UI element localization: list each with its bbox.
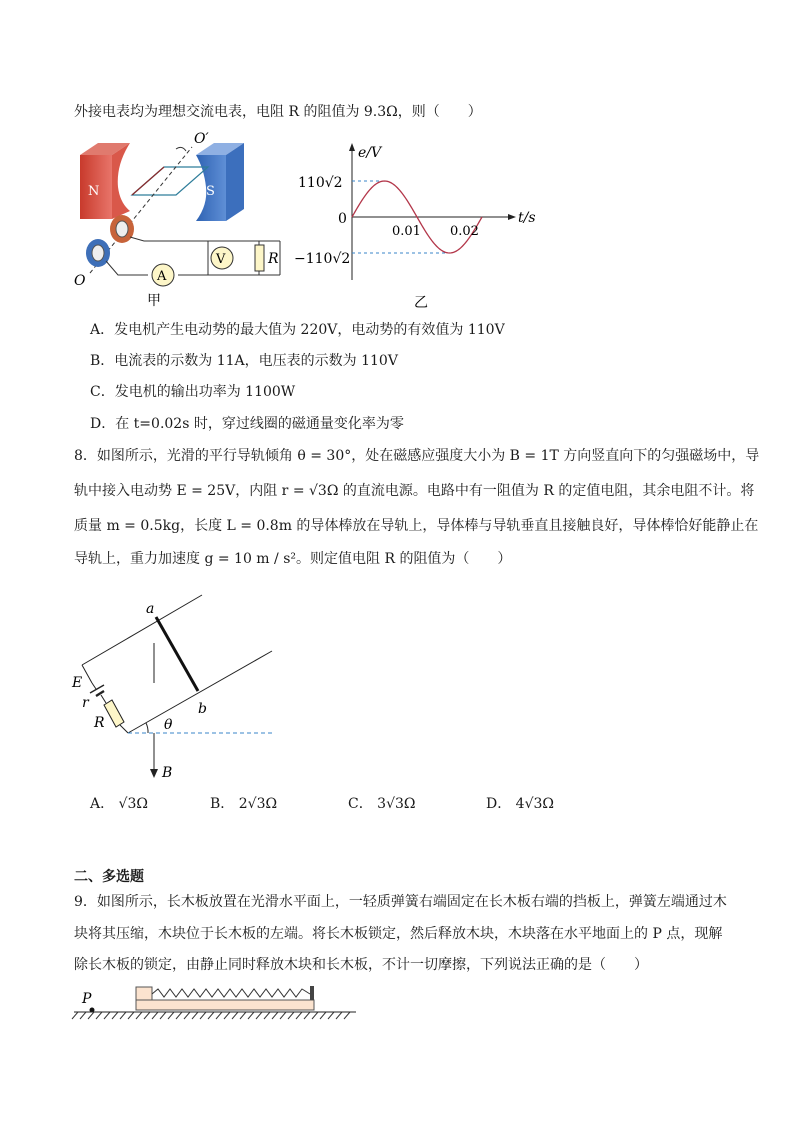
hatch-mark — [136, 1012, 142, 1019]
hatch-mark — [304, 1012, 310, 1019]
hatch-mark — [336, 1012, 342, 1019]
long-board — [136, 1000, 314, 1010]
hatch-mark — [88, 1012, 94, 1019]
hatch-mark — [232, 1012, 238, 1019]
label-R: R — [268, 251, 279, 267]
hatch-mark — [80, 1012, 86, 1019]
board-spring-figure — [72, 986, 362, 1026]
label-S: S — [206, 184, 215, 199]
q8-choice-a[interactable]: A． √3Ω — [90, 796, 148, 812]
hatch-mark — [280, 1012, 286, 1019]
q8-choice-b[interactable]: B． 2√3Ω — [210, 796, 278, 812]
hatch-mark — [176, 1012, 182, 1019]
ground-hatching — [72, 1012, 350, 1019]
slip-rings — [86, 215, 134, 267]
hatch-mark — [344, 1012, 350, 1019]
hatch-mark — [256, 1012, 262, 1019]
hatch-mark — [184, 1012, 190, 1019]
coil — [132, 167, 208, 195]
label-N: N — [88, 184, 100, 199]
hatch-mark — [120, 1012, 126, 1019]
label-a: a — [146, 601, 155, 617]
hatch-mark — [72, 1012, 78, 1019]
q8-stem-line-2: 轨中接入电动势 E = 25V，内阻 r = √3Ω 的直流电源。电路中有一阻值为 R 的定值电阻，其余电阻不计。将 — [74, 483, 755, 499]
label-b: b — [198, 701, 207, 717]
label-theta: θ — [164, 717, 173, 733]
hatch-mark — [288, 1012, 294, 1019]
q7-option-a[interactable]: A．发电机产生电动势的最大值为 220V，电动势的有效值为 110V — [90, 322, 505, 338]
q8-choice-d[interactable]: D． 4√3Ω — [486, 796, 555, 812]
hatch-mark — [312, 1012, 318, 1019]
x-axis-label: t/s — [518, 210, 536, 226]
hatch-mark — [128, 1012, 134, 1019]
inclined-rails-figure — [68, 595, 288, 785]
q7-stem-tail: 外接电表均为理想交流电表，电阻 R 的阻值为 9.3Ω，则（ ） — [74, 104, 482, 120]
hatch-mark — [320, 1012, 326, 1019]
q8-choice-c[interactable]: C． 3√3Ω — [348, 796, 416, 812]
hatch-mark — [264, 1012, 270, 1019]
hatch-mark — [272, 1012, 278, 1019]
voltmeter — [211, 247, 233, 269]
hatch-mark — [224, 1012, 230, 1019]
end-baffle — [310, 986, 314, 1000]
x-tick-0.01: 0.01 — [392, 224, 421, 239]
y-axis-label: e/V — [358, 145, 382, 161]
hatch-mark — [144, 1012, 150, 1019]
hatch-mark — [112, 1012, 118, 1019]
ymin-tick-label: −110√2 — [294, 251, 351, 267]
q9-stem-line-1: 9．如图所示，长木板放置在光滑水平面上，一轻质弹簧右端固定在长木板右端的挡板上，弹簧左端通过木 — [74, 894, 727, 910]
rail-left-end — [82, 665, 92, 683]
label-O-prime: O′ — [194, 131, 209, 147]
q9-stem-line-2: 块将其压缩，木块位于长木板的左端。将长木板锁定，然后释放木块，木块落在水平地面上的 P 点，现解 — [74, 926, 723, 942]
q7-option-d[interactable]: D．在 t=0.02s 时，穿过线圈的磁通量变化率为零 — [90, 416, 404, 432]
q8-stem-line-3: 质量 m = 0.5kg，长度 L = 0.8m 的导体棒放在导轨上，导体棒与导轨垂直且接触良好，导体棒恰好能静止在 — [74, 518, 759, 534]
ymax-tick-label: 110√2 — [298, 175, 343, 191]
label-P: P — [82, 991, 92, 1007]
hatch-mark — [160, 1012, 166, 1019]
q8-stem-line-1: 8．如图所示，光滑的平行导轨倾角 θ = 30°，处在磁感应强度大小为 B = 1T 方向竖直向下的匀强磁场中，导 — [74, 448, 760, 464]
spring — [152, 989, 310, 997]
label-A: A — [157, 269, 167, 284]
battery-plate-short — [96, 691, 104, 696]
rail-upper — [82, 595, 202, 665]
hatch-mark — [200, 1012, 206, 1019]
hatch-mark — [296, 1012, 302, 1019]
section-heading-multiple-choice: 二、多选题 — [74, 869, 144, 885]
s-pole-magnet — [196, 143, 244, 221]
label-O: O — [74, 273, 86, 289]
label-B-field: B — [162, 765, 173, 781]
origin-label: 0 — [338, 211, 347, 227]
hatch-mark — [240, 1012, 246, 1019]
label-E: E — [72, 675, 83, 691]
fixed-resistor — [104, 700, 124, 727]
caption-yi: 乙 — [414, 295, 428, 311]
emf-time-graph — [294, 135, 540, 315]
hatch-mark — [152, 1012, 158, 1019]
wood-block — [136, 987, 152, 1000]
hatch-mark — [104, 1012, 110, 1019]
q9-stem-line-3: 除长木板的锁定，由静止同时释放木块和长木板，不计一切摩擦，下列说法正确的是（ ） — [74, 957, 648, 973]
hatch-mark — [168, 1012, 174, 1019]
q7-option-c[interactable]: C．发电机的输出功率为 1100W — [90, 384, 296, 400]
hatch-mark — [208, 1012, 214, 1019]
hatch-mark — [216, 1012, 222, 1019]
q7-option-b[interactable]: B．电流表的示数为 11A，电压表的示数为 110V — [90, 353, 398, 369]
conductor-rod — [156, 617, 198, 691]
q8-stem-line-4: 导轨上，重力加速度 g = 10 m / s²。则定值电阻 R 的阻值为（ ） — [74, 551, 512, 567]
hatch-mark — [328, 1012, 334, 1019]
n-pole-magnet — [80, 143, 130, 219]
resistor-R — [255, 245, 264, 271]
label-R-fixed: R — [94, 715, 105, 731]
rail-lower — [128, 651, 272, 733]
hatch-mark — [96, 1012, 102, 1019]
caption-jia: 甲 — [147, 293, 161, 309]
hatch-mark — [248, 1012, 254, 1019]
label-r: r — [82, 695, 89, 711]
label-V: V — [216, 252, 226, 267]
ammeter — [152, 264, 174, 286]
hatch-mark — [192, 1012, 198, 1019]
generator-figure — [68, 125, 288, 315]
x-tick-0.02: 0.02 — [450, 224, 479, 239]
